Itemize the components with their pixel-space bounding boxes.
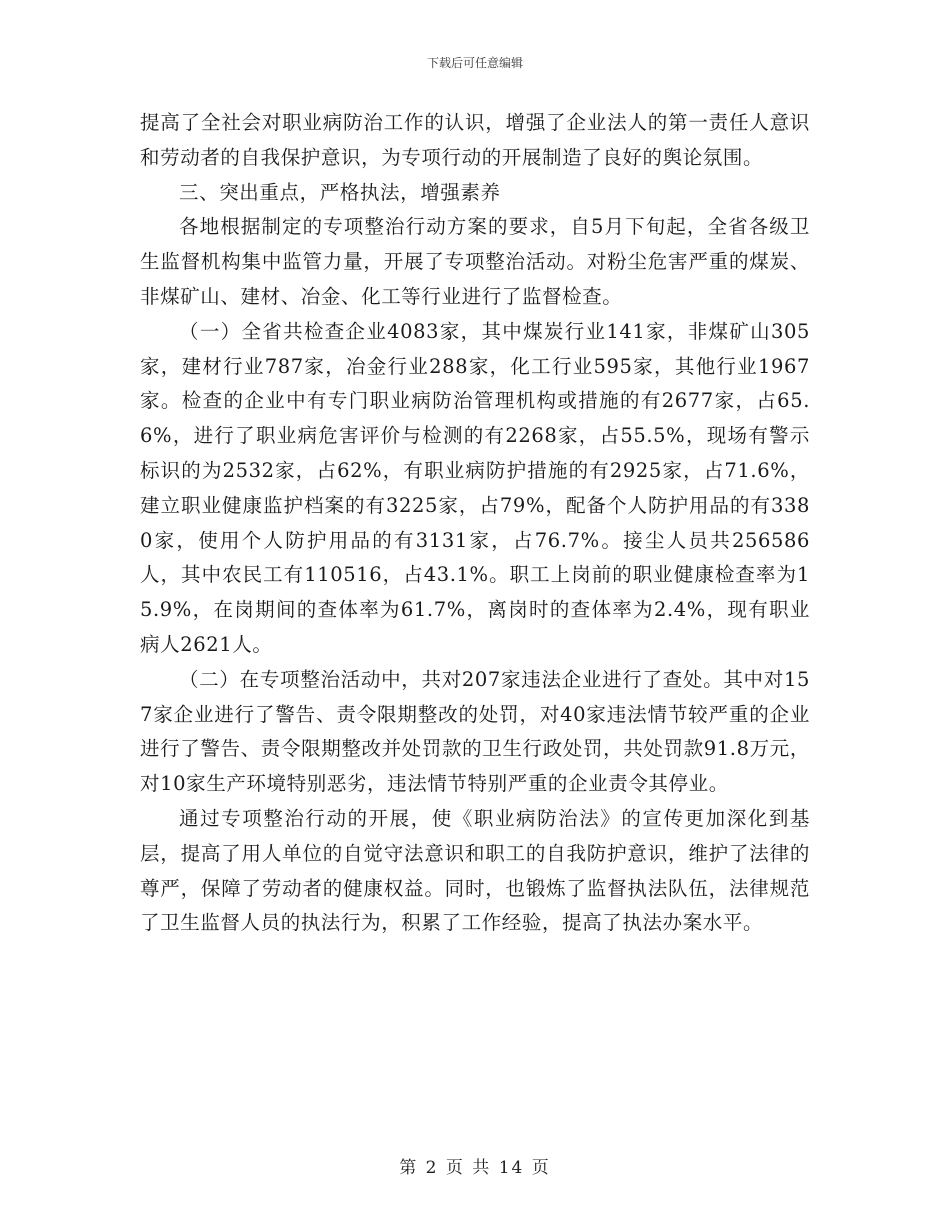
document-body xyxy=(140,106,810,941)
paragraph-continuation: 提高了全社会对职业病防治工作的认识，增强了企业法人的第一责任人意识和劳动者的自我保护意识，为专项行动的开展制造了良好的舆论氛围。 xyxy=(140,111,810,169)
paragraph-summary: 通过专项整治行动的开展，使《职业病防治法》的宣传更加深化到基层，提高了用人单位的自觉守法意识和职工的自我防护意识，维护了法律的尊严，保障了劳动者的健康权益。同时，也锻炼了监督执法队伍，法律规范了卫生监督人员的执法行为，积累了工作经验，提高了执法办案水平。 xyxy=(140,806,810,935)
page-number: 第 2 页 共 14 页 xyxy=(399,1158,551,1178)
paragraph-intro: 各地根据制定的专项整治行动方案的要求，自5月下旬起，全省各级卫生监督机构集中监管力量，开展了专项整治活动。对粉尘危害严重的煤炭、非煤矿山、建材、冶金、化工等行业进行了监督检查。 xyxy=(140,215,810,308)
header-note: 下载后可任意编辑 xyxy=(426,56,523,70)
section-heading: 三、突出重点，严格执法，增强素养 xyxy=(179,180,501,204)
paragraph-inspection-stats: （一）全省共检查企业4083家，其中煤炭行业141家，非煤矿山305家，建材行业787家，冶金行业288家，化工行业595家，其他行业1967家。检查的企业中有专门职业病防治管理机构或措施的有2677家，占65.6%，进行了职业病危害评价与检测的有2268家，占55.5%，现场有警示标识的为2532家，占62%，有职业病防护措施的有2925家，占71.6%，建立职业健康监护档案的有3225家，占79%，配备个人防护用品的有3380家，使用个人防护用品的有3131家，占76.7%。接尘人员共256586人，其中农民工有110516，占43.1%。职工上岗前的职业健康检查率为15.9%，在岗期间的查体率为61.7%，离岗时的查体率为2.4%，现有职业病人2621人。 xyxy=(140,319,810,656)
paragraph-penalties: （二）在专项整治活动中，共对207家违法企业进行了查处。其中对157家企业进行了警告、责令限期整改的处罚，对40家违法情节较严重的企业进行了警告、责令限期整改并处罚款的卫生行政处罚，共处罚款91.8万元，对10家生产环境特别恶劣，违法情节特别严重的企业责令其停业。 xyxy=(140,667,810,796)
